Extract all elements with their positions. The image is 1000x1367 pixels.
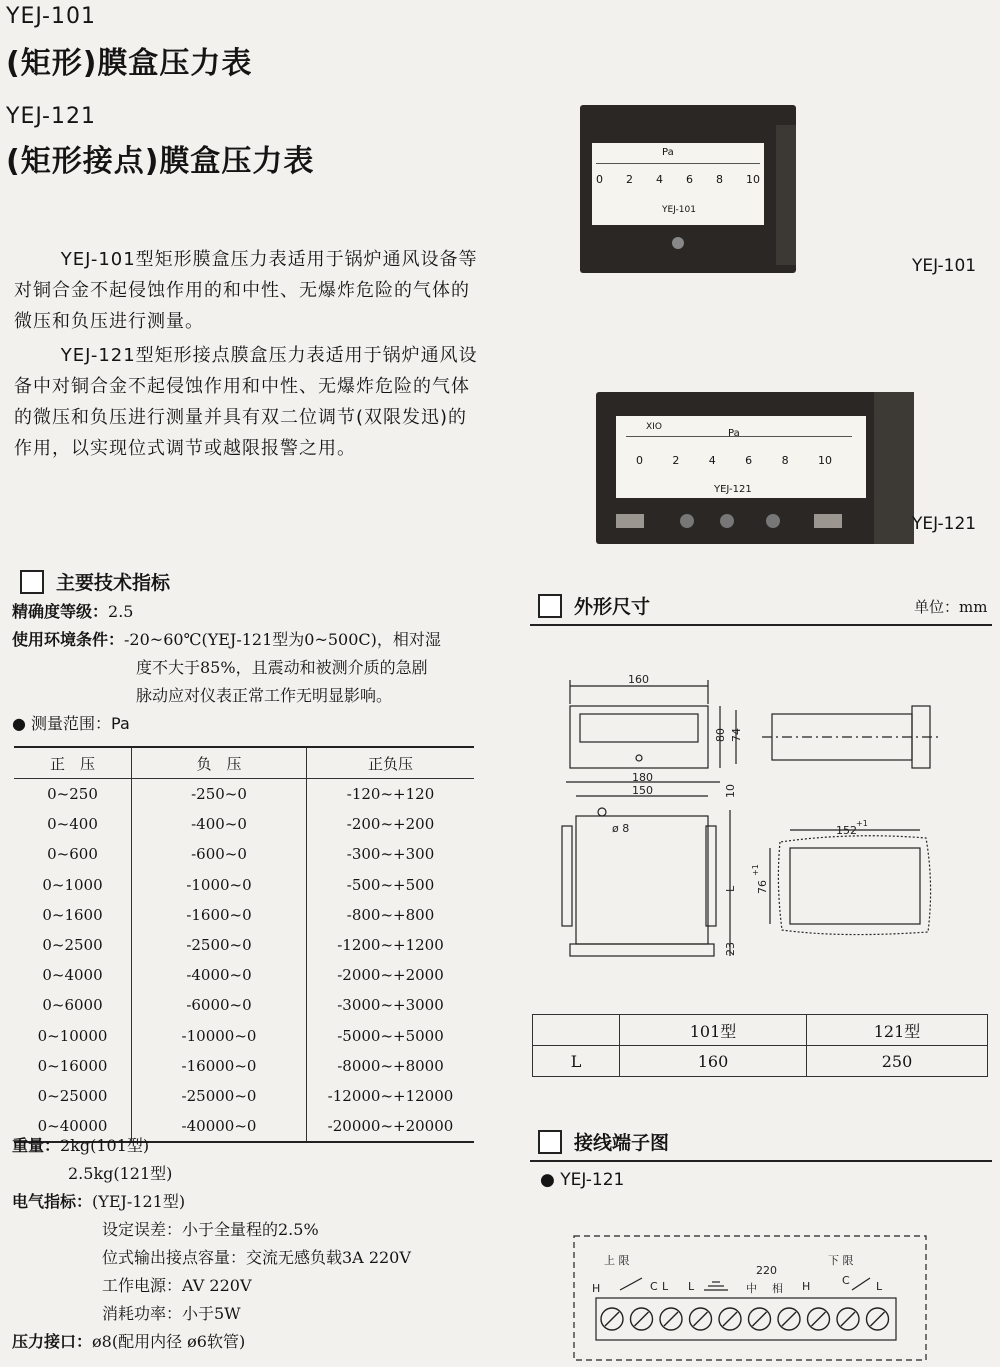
table-header-row (533, 1015, 988, 1046)
label-upper: 上 限 (604, 1254, 630, 1267)
indicator-lamp-right (814, 514, 842, 528)
indicator-lamp-left (616, 514, 644, 528)
table-cell: -500~+500 (307, 870, 475, 900)
dial-scale-line (626, 436, 852, 441)
dimension-drawing (540, 670, 950, 970)
intro-paragraph-121: YEJ-121型矩形接点膜盒压力表适用于锅炉通风设备中对铜合金不起侵蚀作用和中性、无爆炸危险的气体的微压和负压进行测量并具有双二位调节(双限发迅)的作用，以实现位式调节或越限报警之用。 (14, 345, 478, 459)
table-cell: -6000~0 (132, 990, 307, 1020)
section-divider (530, 1160, 992, 1162)
spec-value: 脉动应对仪表正常工作无明显影响。 (136, 686, 393, 705)
table-row (14, 870, 474, 900)
table-cell: -120~+120 (307, 779, 475, 810)
model-code-121: YEJ-121 (6, 104, 96, 129)
unit-label: 单位：mm (914, 598, 988, 616)
spec-value: 消耗功率：小于5W (102, 1304, 241, 1323)
table-cell: 0~6000 (42, 996, 103, 1015)
dim-74: 74 (730, 728, 743, 742)
dial-tick-label: 8 (781, 454, 789, 467)
spec-value: (YEJ-121型) (92, 1192, 186, 1211)
table-cell: 0~250 (47, 785, 98, 804)
length-table (532, 1014, 988, 1077)
column-header: 正负压 (307, 747, 475, 779)
table-cell: 250 (807, 1046, 988, 1077)
table-cell: -250~0 (132, 779, 307, 810)
dim-phi8: ø 8 (612, 822, 630, 835)
table-cell: -8000~+8000 (307, 1051, 475, 1081)
dial-tick-label: 6 (686, 173, 693, 186)
table-cell: -300~+300 (307, 839, 475, 869)
table-cell: -600~0 (132, 839, 307, 869)
table-cell: -200~+200 (307, 809, 475, 839)
adjust-knob (672, 237, 684, 249)
table-cell: -1200~+1200 (307, 930, 475, 960)
spec-value: -20~60℃(YEJ-121型为0~500C)，相对湿 (124, 630, 441, 649)
spec-value: 2.5 (108, 602, 134, 621)
table-cell: 0~10000 (37, 1026, 108, 1045)
section-wiring (538, 1128, 669, 1155)
page-title-101: (矩形)膜盒压力表 (6, 46, 253, 81)
label-mid2: 相 (772, 1282, 783, 1295)
gauge-dial-101 (592, 143, 764, 225)
table-row (14, 1081, 474, 1111)
table-cell: L (533, 1046, 620, 1077)
adjust-knob (766, 514, 780, 528)
table-cell: 0~600 (47, 845, 98, 864)
label-220: 220 (756, 1264, 777, 1277)
spec-label: 重量： (12, 1136, 61, 1155)
panel-cutout (790, 848, 920, 924)
table-header-row (14, 747, 474, 779)
spec-value: 位式输出接点容量：交流无感负载3A 220V (102, 1248, 411, 1267)
dial-tick-label: 0 (636, 454, 643, 467)
dim-150: 150 (632, 784, 653, 797)
table-cell: 121型 (807, 1015, 988, 1046)
table-cell: -1600~0 (132, 900, 307, 930)
table-row (14, 839, 474, 869)
wiring-model: ● YEJ-121 (540, 1170, 625, 1190)
dial-tick-label: 10 (746, 173, 760, 186)
range-label: ● 测量范围：Pa (12, 714, 130, 733)
column-header: 正 压 (14, 747, 132, 779)
dial-scale-line (596, 163, 760, 170)
photo-caption-121: YEJ-121 (912, 514, 977, 534)
table-row (14, 1021, 474, 1051)
gauge-side (874, 392, 914, 544)
dim-10: 10 (724, 784, 737, 798)
table-cell: 0~4000 (42, 966, 103, 985)
screw-slot (782, 1312, 796, 1326)
dim-180: 180 (632, 771, 653, 784)
screw-slot (694, 1312, 708, 1326)
table-row (533, 1046, 988, 1077)
spec-value: 工作电源：AV 220V (102, 1276, 252, 1295)
table-row (14, 990, 474, 1020)
table-row (14, 900, 474, 930)
spec-label: 使用环境条件： (12, 630, 125, 649)
table-cell: 101型 (620, 1015, 807, 1046)
column-header: 负 压 (132, 747, 307, 779)
section-checkbox (538, 1130, 562, 1154)
section-dimensions (538, 592, 650, 619)
dial-tick-label: 8 (716, 173, 723, 186)
table-cell: -2500~0 (132, 930, 307, 960)
dial-tick-label: 2 (626, 173, 633, 186)
label-L2: L (688, 1280, 695, 1293)
label-lower: 下 限 (828, 1254, 854, 1267)
spec-value: 2.5kg(121型) (68, 1164, 173, 1183)
intro-paragraph-101: YEJ-101型矩形膜盒压力表适用于锅炉通风设备等对铜合金不起侵蚀作用的和中性、无爆炸危险的气体的微压和负压进行测量。 (14, 249, 478, 332)
bottom-spec-block (12, 1132, 492, 1356)
section-title: 外形尺寸 (574, 596, 651, 618)
dial-model: YEJ-101 (662, 205, 696, 215)
dim-80: 80 (714, 728, 727, 742)
dim-76-tol: +1 (751, 864, 760, 876)
label-C1: C (650, 1280, 658, 1293)
gauge-dial-121 (616, 416, 866, 498)
top-view-outline (576, 816, 708, 944)
dial-tick-label: 4 (708, 454, 716, 467)
table-cell: 0~400 (47, 815, 98, 834)
dial-unit: Pa (662, 147, 674, 158)
table-cell: -2000~+2000 (307, 960, 475, 990)
spec-block (12, 598, 482, 738)
label-mid1: 中 (746, 1282, 757, 1295)
spec-value: 度不大于85%，且震动和被测介质的急剧 (136, 658, 428, 677)
label-L3: L (876, 1280, 883, 1293)
table-cell: -10000~0 (132, 1021, 307, 1051)
table-cell: 0~2500 (42, 936, 103, 955)
table-cell: -4000~0 (132, 960, 307, 990)
table-cell: 0~25000 (37, 1086, 108, 1105)
table-cell: -25000~0 (132, 1081, 307, 1111)
dial-tick-label: 0 (596, 173, 603, 186)
table-cell: 0~1600 (42, 905, 103, 924)
screw-slot (635, 1312, 649, 1326)
table-cell: -20000~+20000 (307, 1111, 475, 1142)
spec-value: 设定误差：小于全量程的2.5% (102, 1220, 319, 1239)
section-checkbox (20, 570, 44, 594)
dim-76: 76 (756, 880, 769, 894)
section-title: 接线端子图 (574, 1132, 670, 1154)
front-view-outline (570, 706, 708, 768)
gauge-photo-101 (580, 105, 796, 273)
table-row (14, 1051, 474, 1081)
dim-152: 152 (836, 824, 857, 837)
dial-tick-label: 2 (672, 454, 680, 467)
dial-tick-label: 4 (656, 173, 663, 186)
label-C2: C (842, 1274, 850, 1287)
page-title-121: (矩形接点)膜盒压力表 (6, 144, 315, 179)
range-table-body (14, 779, 474, 1143)
label-H1: H (592, 1282, 601, 1295)
dial-model: YEJ-121 (714, 484, 752, 495)
dial-unit: Pa (728, 428, 740, 439)
model-code-101: YEJ-101 (6, 4, 96, 29)
section-title: 主要技术指标 (56, 572, 171, 594)
range-table (14, 746, 474, 1143)
table-cell: -5000~+5000 (307, 1021, 475, 1051)
table-cell: -40000~0 (132, 1111, 307, 1142)
spec-label: 电气指标： (12, 1192, 93, 1211)
screw-slot (605, 1312, 619, 1326)
table-row (14, 809, 474, 839)
table-row (14, 960, 474, 990)
dim-L: L (724, 885, 737, 892)
table-cell: 0~16000 (37, 1056, 108, 1075)
screw-slot (812, 1312, 826, 1326)
table-cell: 0~1000 (42, 875, 103, 894)
dial-tick-label: 10 (817, 454, 832, 467)
dial-xio: XIO (646, 422, 662, 432)
label-L1: L (662, 1280, 669, 1293)
section-divider (530, 624, 992, 626)
photo-caption-101: YEJ-101 (912, 256, 977, 276)
spec-label: 精确度等级： (12, 602, 109, 621)
table-cell: -800~+800 (307, 900, 475, 930)
table-cell: -3000~+3000 (307, 990, 475, 1020)
dim-160: 160 (628, 673, 649, 686)
table-cell: -12000~+12000 (307, 1081, 475, 1111)
screw-slot (871, 1312, 885, 1326)
dim-152-tol: +1 (856, 819, 868, 828)
screw-slot (841, 1312, 855, 1326)
table-cell: -1000~0 (132, 870, 307, 900)
section-checkbox (538, 594, 562, 618)
section-specs (20, 568, 170, 595)
screw-slot (723, 1312, 737, 1326)
table-cell: 0~40000 (37, 1117, 108, 1136)
adjust-knob (720, 514, 734, 528)
gauge-side (776, 125, 796, 265)
terminal-screws (601, 1308, 889, 1330)
spec-value: 2kg(101型) (60, 1136, 150, 1155)
label-H2: H (802, 1280, 811, 1293)
table-row (14, 930, 474, 960)
screw-slot (753, 1312, 767, 1326)
table-cell (533, 1015, 620, 1046)
spec-value: ø8(配用内径 ø6软管) (92, 1332, 246, 1351)
table-cell: -16000~0 (132, 1051, 307, 1081)
table-row (14, 779, 474, 810)
gauge-photo-121 (596, 392, 914, 544)
adjust-knob (680, 514, 694, 528)
table-cell: 160 (620, 1046, 807, 1077)
dim-23: 23 (724, 942, 737, 956)
spec-label: 压力接口： (12, 1332, 93, 1351)
screw-slot (664, 1312, 678, 1326)
terminal-diagram (570, 1232, 930, 1364)
dial-tick-label: 6 (745, 454, 753, 467)
table-cell: -400~0 (132, 809, 307, 839)
